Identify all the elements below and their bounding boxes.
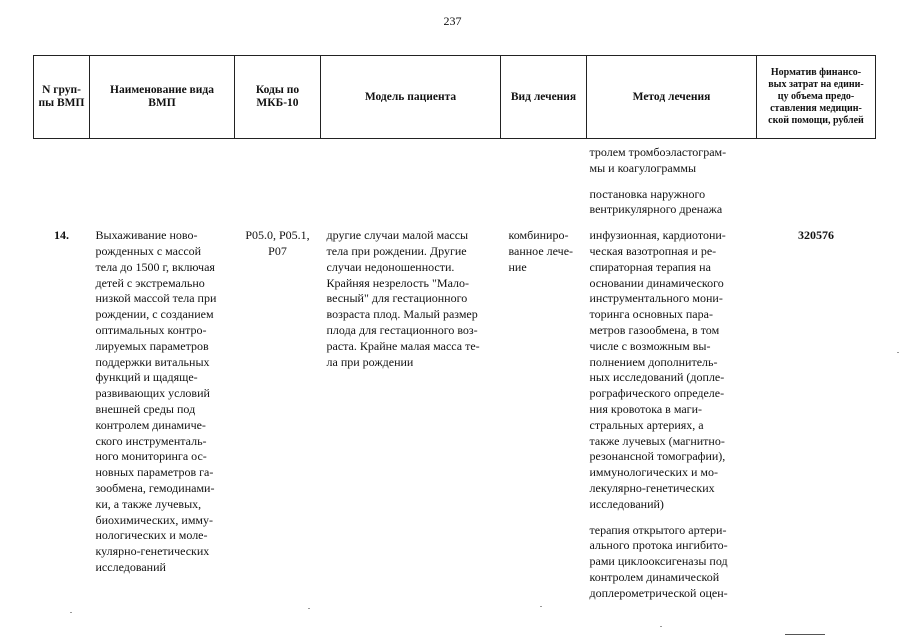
scan-speck	[897, 352, 899, 353]
vmp-name: Выхаживание ново- рожденных с массой тела до 1500 г, включая детей с экстремально низкой массой тела при рождении, с созданием оптимальных контро- лируемых параметров поддержки витальных функций и щадяще- развивающих условий внешней среды под контролем динамиче- ского инструменталь- ного мониторинга ос- новных параметров га- зообмена, гемодинами- ки, а также лучевых, биохимических, имму- нологических и моле- кулярно-генетических исследований	[95, 228, 217, 574]
scan-speck	[70, 612, 72, 613]
continued-method-2: постановка наружного вентрикулярного дренажа	[589, 186, 723, 217]
cost-norm: 320576	[798, 228, 834, 243]
page-footer-line	[785, 634, 825, 635]
continued-method-1: тролем тромбоэластограм- мы и коагулограммы	[589, 145, 727, 175]
table-row	[34, 228, 876, 601]
icd-codes: P05.0, P05.1, P07	[245, 228, 310, 258]
header-group-number: N груп- пы ВМП	[34, 56, 90, 139]
treatment-type: комбиниро- ванное лече- ние	[508, 228, 574, 274]
page-number: 237	[443, 14, 462, 28]
vmp-table	[33, 55, 876, 602]
table-header-row	[34, 56, 876, 139]
patient-model: другие случаи малой массы тела при рождении. Другие случаи недоношенности. Крайняя незрелость "Мало- весный" для гестационного возраста плод. Малый размер плода для гестационного воз- раста. Крайне малая масса те- ла при рождении	[326, 228, 480, 369]
scan-speck	[540, 606, 542, 607]
header-vmp-name: Наименование вида ВМП	[90, 56, 235, 139]
header-treatment-type: Вид лечения	[501, 56, 587, 139]
group-number: 14.	[54, 228, 69, 243]
method-item: терапия открытого артери- ального протока ингибито- рами циклооксигеназы под контролем динамической доплерометрической оцен-	[589, 522, 728, 600]
method-item: инфузионная, кардиотони- ческая вазотропная и ре- спираторная терапия на основании динамического инструментального мони- торинга основных пара- метров газообмена, в том числе с возможным вы- полнением дополнитель- ных исследований (допле- рографического определе- ния кровотока в маги- стральных артериях, а также лучевых (магнитно- резонансной томографии), иммунологических и мо- лекулярно-генетических исследований)	[589, 228, 726, 511]
scan-speck	[308, 608, 310, 609]
continuation-row	[34, 139, 876, 229]
header-cost-norm: Норматив финансо- вых затрат на едини- цу объема предо- ставления медицин- ской помощи, рублей	[757, 56, 876, 139]
header-icd-codes: Коды по МКБ-10	[235, 56, 321, 139]
scan-speck	[660, 626, 662, 627]
header-treatment-method: Метод лечения	[587, 56, 757, 139]
header-patient-model: Модель пациента	[321, 56, 501, 139]
